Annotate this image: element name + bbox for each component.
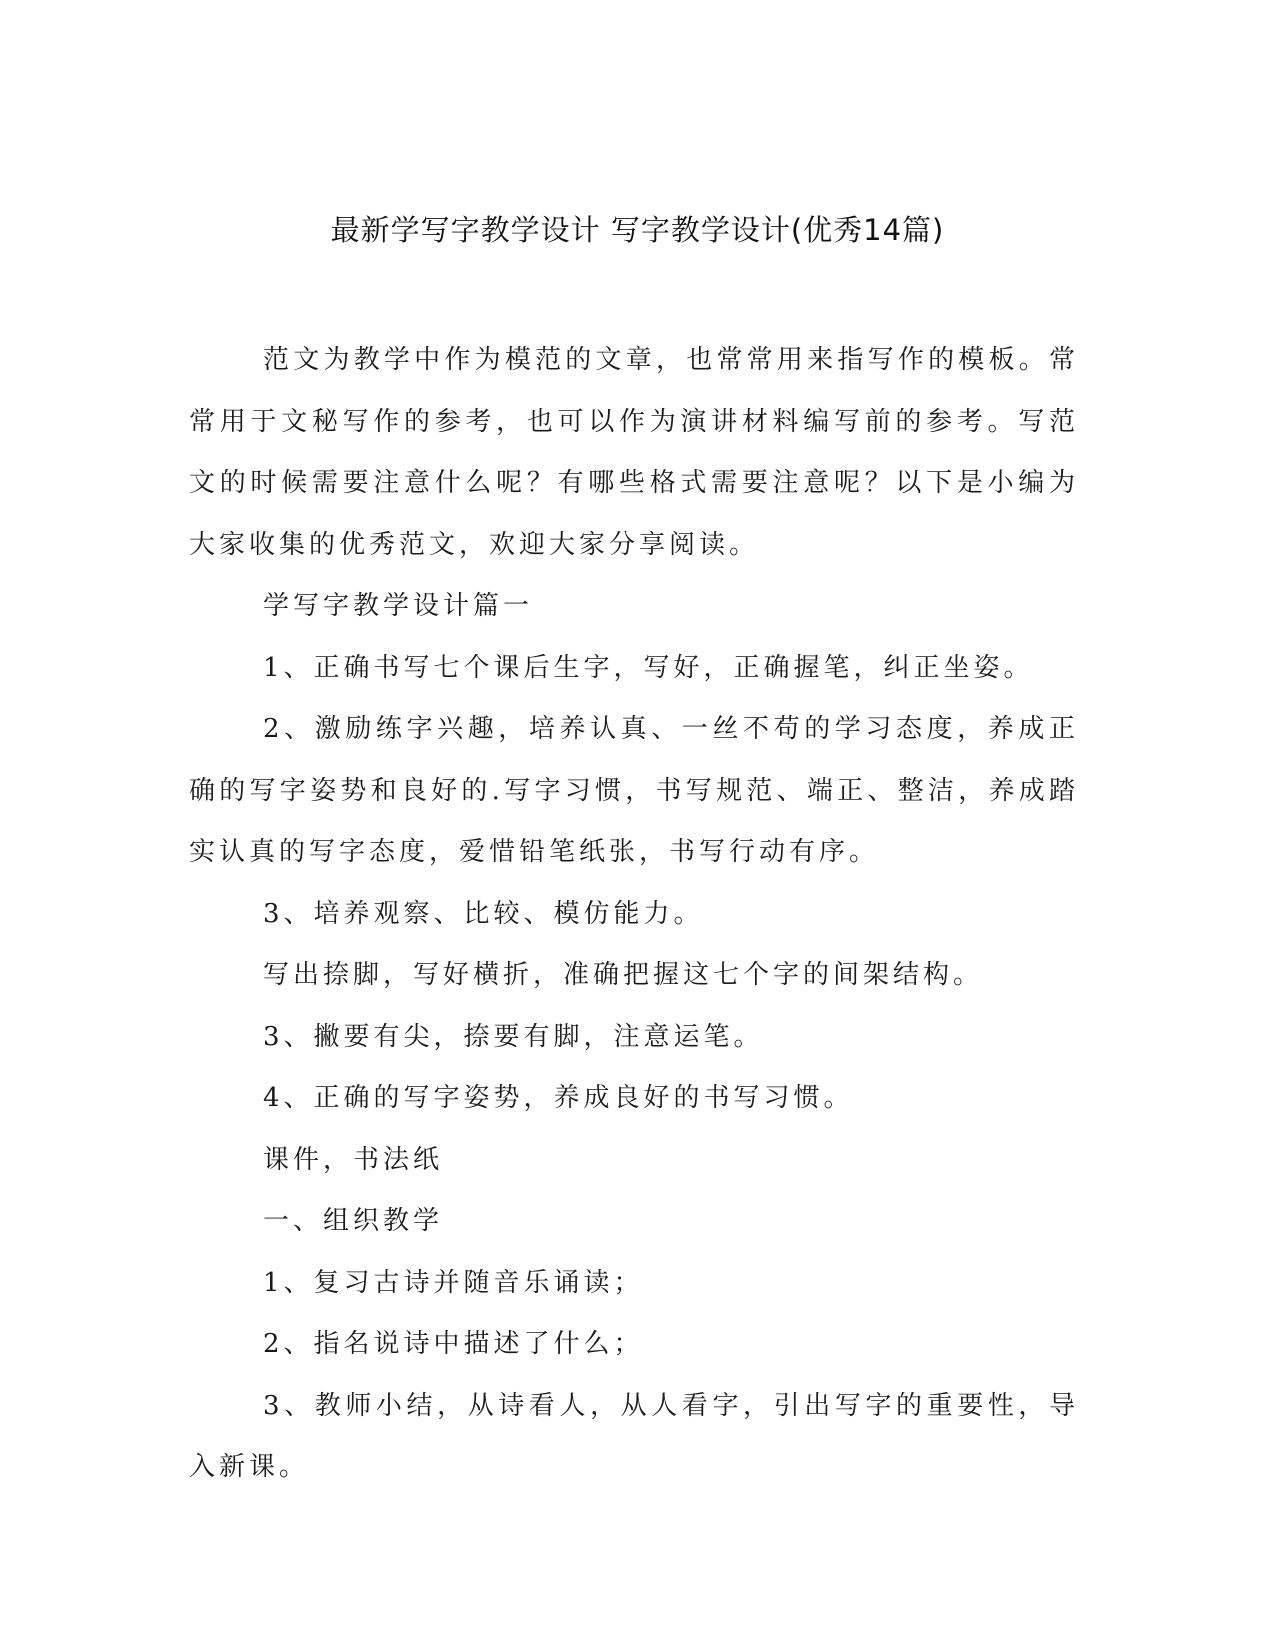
difficulty-item: 3、撇要有尖，捺要有脚，注意运笔。 [263, 1021, 764, 1052]
objective-item: 1、正确书写七个课后生字，写好，正确握笔，纠正坐姿。 [263, 652, 1034, 683]
materials-paragraph: 课件，书法纸 [263, 1144, 444, 1175]
difficulty-item: 4、正确的写字姿势，养成良好的书写习惯。 [263, 1083, 854, 1113]
document-body [189, 330, 1079, 1499]
section-heading: 学写字教学设计篇一 [263, 591, 534, 621]
step-heading: 一、组织教学 [263, 1206, 444, 1236]
objective-item: 2、激励练字兴趣，培养认真、一丝不苟的学习态度，养成正确的写字姿势和良好的.写字习惯，书写规范、端正、整洁，养成踏实认真的写字态度，爱惜铅笔纸张，书写行动有序。 [189, 714, 1079, 867]
step-item: 3、教师小结，从诗看人，从人看字，引出写字的重要性，导入新课。 [189, 1390, 1079, 1482]
intro-paragraph: 范文为教学中作为模范的文章，也常常用来指写作的模板。常常用于文秘写作的参考，也可以作为演讲材料编写前的参考。写范文的时候需要注意什么呢？有哪些格式需要注意呢？以下是小编为大家收集的优秀范文，欢迎大家分享阅读。 [189, 345, 1079, 560]
key-point-paragraph: 写出捺脚，写好横折，准确把握这七个字的间架结构。 [263, 960, 984, 990]
objective-item: 3、培养观察、比较、模仿能力。 [263, 898, 704, 929]
step-item: 2、指名说诗中描述了什么； [263, 1329, 644, 1359]
step-item: 1、复习古诗并随音乐诵读； [263, 1267, 644, 1298]
document-title: 最新学写字教学设计 写字教学设计(优秀14篇) [330, 213, 945, 247]
